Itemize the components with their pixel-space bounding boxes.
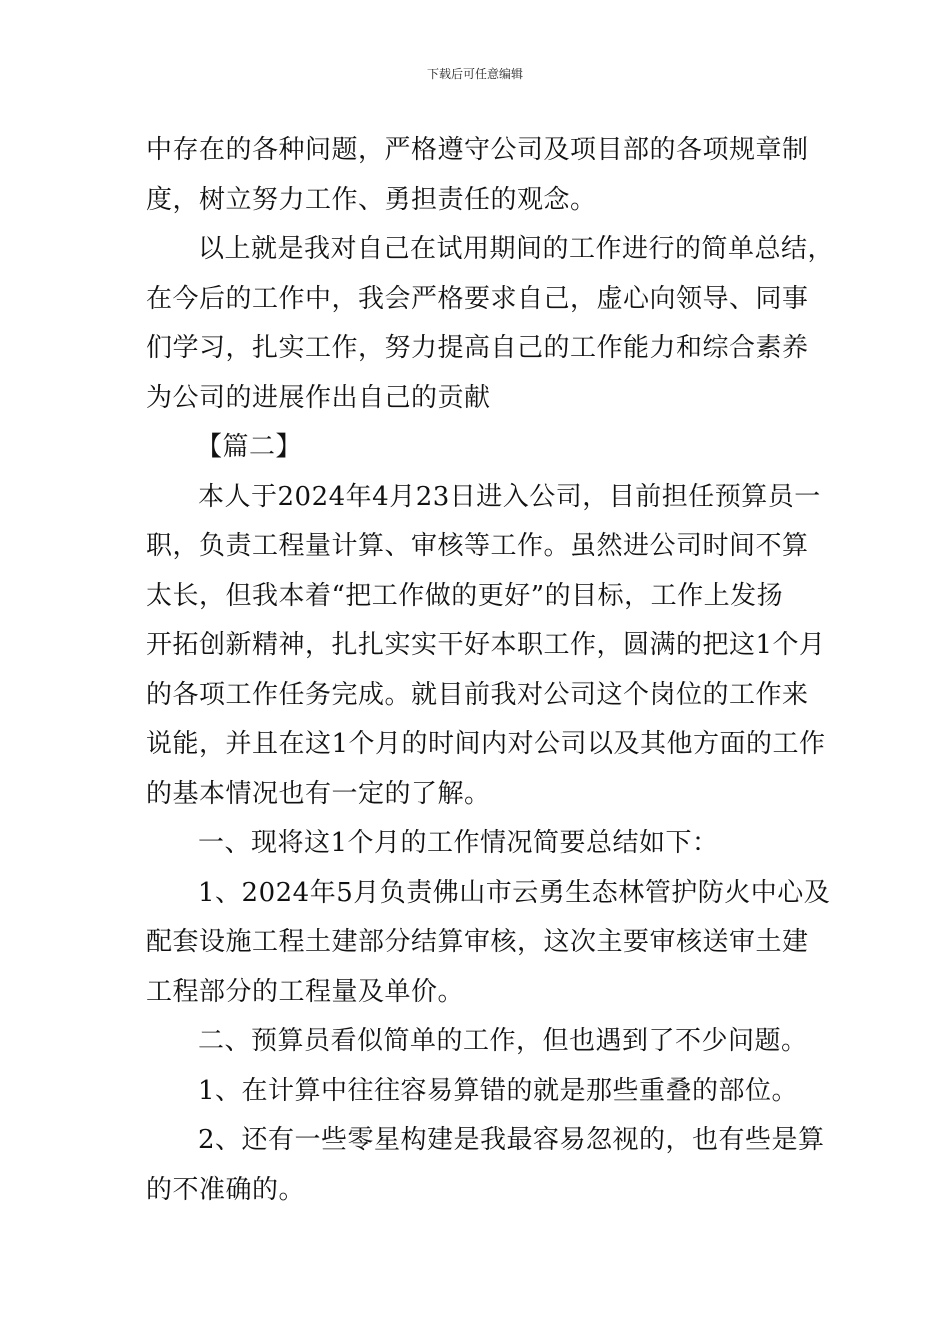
paragraph-start: 一、现将这1个月的工作情况简要总结如下： [198, 828, 719, 858]
text-line: 中存在的各种问题，严格遵守公司及项目部的各项规章制 [146, 135, 809, 165]
text-line: 的各项工作任务完成。就目前我对公司这个岗位的工作来 [146, 679, 809, 710]
text-line: 们学习，扎实工作，努力提高自己的工作能力和综合素养 [146, 333, 809, 363]
text-line: 说能，并且在这1个月的时间内对公司以及其他方面的工作 [146, 729, 826, 759]
text-line: 太长，但我本着“把工作做的更好”的目标，工作上发扬 [146, 580, 784, 611]
text-line: 职，负责工程量计算、审核等工作。虽然进公司时间不算 [146, 531, 809, 561]
text-line: 开拓创新精神，扎扎实实干好本职工作，圆满的把这1个月 [146, 630, 826, 660]
paragraph-start: 以上就是我对自己在试用期间的工作进行的简单总结， [198, 234, 835, 264]
text-line: 工程部分的工程量及单价。 [146, 976, 465, 1007]
text-line: 的基本情况也有一定的了解。 [146, 778, 491, 809]
paragraph-start: 1、在计算中往往容易算错的就是那些重叠的部位。 [198, 1075, 799, 1106]
text-line: 度，树立努力工作、勇担责任的观念。 [146, 184, 597, 215]
paragraph-start: 本人于2024年4月23日进入公司，目前担任预算员一 [198, 481, 821, 512]
paragraph-start: 2、还有一些零星构建是我最容易忽视的，也有些是算 [198, 1125, 825, 1155]
text-line: 配套设施工程土建部分结算审核，这次主要审核送审土建 [146, 927, 809, 957]
text-line: 的不准确的。 [146, 1174, 306, 1205]
section-heading: 【篇二】 [196, 432, 303, 462]
document-body [146, 126, 836, 1215]
page-header: 下载后可任意编辑 [426, 67, 523, 81]
paragraph-start: 二、预算员看似简单的工作，但也遇到了不少问题。 [198, 1026, 808, 1056]
text-line: 为公司的进展作出自己的贡献 [146, 382, 491, 413]
text-line: 在今后的工作中，我会严格要求自己，虚心向领导、同事 [146, 283, 809, 314]
paragraph-start: 1、2024年5月负责佛山市云勇生态林管护防火中心及 [198, 877, 831, 908]
